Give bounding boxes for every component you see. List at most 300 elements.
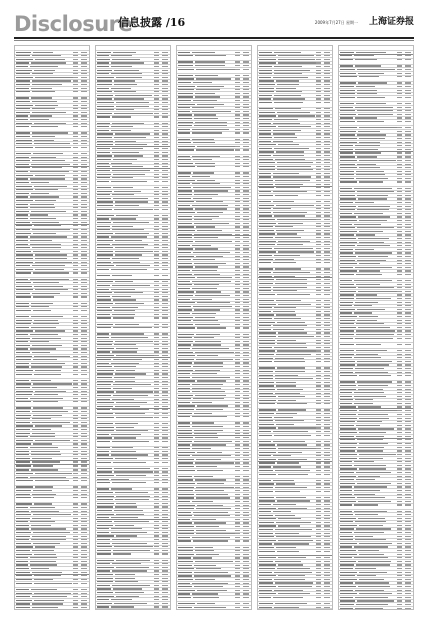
table-cell-text-line — [324, 102, 330, 103]
table-cell-text-line — [73, 225, 78, 226]
table-cell-text-line — [340, 59, 353, 60]
masthead — [14, 12, 414, 36]
table-cell-text-line — [243, 237, 249, 238]
table-cell-text-line — [195, 437, 218, 438]
table-cell-text-line — [316, 187, 321, 188]
table-cell-text-line — [33, 272, 69, 273]
table-cell-text-line — [97, 409, 110, 410]
table-cell-text-line — [316, 195, 321, 196]
header-rule-thin — [14, 40, 414, 41]
table-cell-text-line — [154, 553, 159, 554]
table-cell-text-line — [259, 462, 275, 463]
table-cell-text-line — [81, 401, 87, 402]
table-cell-text-line — [73, 480, 78, 481]
table-cell-text-line — [397, 504, 402, 505]
table-cell-text-line — [112, 409, 149, 410]
table-cell-text-line — [277, 403, 307, 404]
table-cell-text-line — [197, 166, 215, 167]
table-cell-text-line — [154, 275, 159, 276]
table-cell-text-line — [357, 121, 384, 122]
table-cell-text-line — [235, 132, 240, 133]
table-cell-text-line — [196, 69, 235, 70]
table-cell-text-line — [114, 521, 149, 522]
table-column-5 — [338, 45, 414, 610]
table-cell-text-line — [273, 262, 296, 263]
table-cell-text-line — [243, 327, 249, 328]
table-cell-text-line — [112, 441, 149, 442]
table-cell-text-line — [340, 504, 352, 505]
table-cell-text-line — [34, 575, 61, 576]
table-cell-text-line — [73, 497, 78, 498]
table-cell-text-line — [274, 361, 305, 362]
table-cell-text-line — [316, 557, 321, 558]
table-cell-text-line — [81, 147, 87, 148]
table-cell-text-line — [316, 491, 321, 492]
table-cell-text-line — [275, 491, 300, 492]
table-cell-text-line — [316, 262, 321, 263]
table-cell-text-line — [259, 102, 272, 103]
table-cell-text-line — [274, 102, 303, 103]
table-cell-text-line — [355, 152, 381, 153]
table-cell-text-line — [259, 195, 273, 196]
table-row — [15, 609, 89, 610]
table-cell-text-line — [34, 225, 61, 226]
table-cell-text-line — [259, 187, 274, 188]
table-cell-text-line — [340, 181, 357, 182]
table-cell-text-line — [243, 132, 249, 133]
table-cell-text-line — [162, 269, 168, 270]
table-cell-text-line — [178, 470, 195, 471]
table-cell-text-line — [178, 55, 193, 56]
table-cell-text-line — [397, 375, 402, 376]
table-cell-text-line — [324, 279, 330, 280]
table-cell-text-line — [16, 465, 31, 466]
table-cell-text-line — [154, 409, 159, 410]
table-cell-text-line — [97, 317, 111, 318]
table-cell-text-line — [340, 274, 354, 275]
table-cell-text-line — [112, 482, 146, 483]
table-cell-text-line — [97, 482, 110, 483]
table-cell-text-line — [192, 132, 222, 133]
table-cell-text-line — [235, 416, 240, 417]
table-cell-text-line — [115, 281, 133, 282]
table-cell-text-line — [405, 344, 411, 345]
table-cell-text-line — [154, 209, 159, 210]
table-cell-text-line — [81, 497, 87, 498]
table-cell-text-line — [359, 76, 379, 77]
table-cell-text-line — [397, 344, 402, 345]
table-cell-text-line — [162, 209, 168, 210]
table-cell-text-line — [113, 553, 131, 554]
table-cell-text-line — [81, 126, 87, 127]
table-cell-text-line — [235, 149, 240, 150]
table-cell-text-line — [178, 597, 191, 598]
table-cell-text-line — [112, 170, 150, 171]
table-cell-text-line — [154, 281, 159, 282]
table-cell-text-line — [16, 583, 32, 584]
table-cell-text-line — [81, 310, 87, 311]
table-cell-text-line — [316, 474, 321, 475]
table-cell-text-line — [405, 152, 411, 153]
table-cell-text-line — [16, 296, 31, 297]
table-cell-text-line — [97, 181, 109, 182]
table-cell-text-line — [16, 126, 29, 127]
table-cell-text-line — [354, 504, 378, 505]
table-cell-text-line — [16, 91, 30, 92]
table-cell-text-line — [162, 317, 168, 318]
section-title: 信息披露 /16 — [118, 16, 186, 29]
table-cell-text-line — [113, 317, 134, 318]
table-cell-text-line — [340, 55, 352, 56]
table-cell-text-line — [340, 410, 357, 411]
table-cell-text-line — [259, 551, 275, 552]
table-cell-text-line — [33, 497, 54, 498]
table-cell-text-line — [162, 482, 168, 483]
table-cell-text-line — [73, 91, 78, 92]
table-cell-text-line — [113, 359, 142, 360]
table-cell-text-line — [276, 279, 307, 280]
table-cell-text-line — [275, 195, 298, 196]
table-cell-text-line — [162, 275, 168, 276]
table-cell-text-line — [259, 435, 272, 436]
table-cell-text-line — [243, 437, 249, 438]
table-cell-text-line — [81, 272, 87, 273]
table-cell-text-line — [97, 327, 111, 328]
table-cell-text-line — [81, 225, 87, 226]
table-cell-text-line — [278, 557, 306, 558]
table-cell-text-line — [259, 279, 274, 280]
table-cell-text-line — [33, 296, 54, 297]
table-cell-text-line — [178, 237, 192, 238]
table-cell-text-line — [73, 147, 78, 148]
table-cell-text-line — [154, 181, 159, 182]
table-cell-text-line — [73, 272, 78, 273]
table-cell-text-line — [154, 327, 159, 328]
table-cell-text-line — [316, 435, 321, 436]
table-cell-text-line — [97, 417, 114, 418]
table-cell-text-line — [32, 167, 62, 168]
table-cell-text-line — [193, 597, 219, 598]
table-cell-text-line — [81, 461, 87, 462]
table-cell-text-line — [259, 403, 275, 404]
table-cell-text-line — [32, 461, 60, 462]
table-cell-text-line — [243, 55, 249, 56]
table-cell-text-line — [316, 551, 321, 552]
table-cell-text-line — [162, 181, 168, 182]
table-cell-text-line — [97, 170, 110, 171]
table-cell-text-line — [324, 491, 330, 492]
table-cell-text-line — [397, 338, 402, 339]
table-cell-text-line — [324, 403, 330, 404]
table-cell-text-line — [405, 504, 411, 505]
table-cell-text-line — [235, 470, 240, 471]
table-cell-text-line — [356, 344, 381, 345]
table-cell-text-line — [16, 480, 33, 481]
table-cell-text-line — [274, 435, 311, 436]
table-cell-text-line — [73, 575, 78, 576]
table-cell-text-line — [16, 461, 30, 462]
table-cell-text-line — [397, 97, 402, 98]
table-cell-text-line — [356, 274, 382, 275]
table-cell-text-line — [259, 294, 275, 295]
table-cell-text-line — [405, 375, 411, 376]
table-cell-text-line — [81, 465, 87, 466]
table-cell-text-line — [397, 274, 402, 275]
table-cell-text-line — [324, 361, 330, 362]
table-cell-text-line — [162, 409, 168, 410]
table-row — [96, 608, 170, 610]
table-cell-text-line — [355, 338, 393, 339]
table-cell-text-line — [97, 462, 111, 463]
table-cell-text-line — [316, 597, 321, 598]
table-cell-text-line — [154, 148, 159, 149]
table-cell-text-line — [97, 441, 110, 442]
table-cell-text-line — [197, 327, 226, 328]
table-cell-text-line — [324, 195, 330, 196]
table-cell-text-line — [73, 296, 78, 297]
header-rule-thick — [14, 37, 414, 39]
table-cell-text-line — [154, 462, 159, 463]
table-cell-text-line — [178, 437, 193, 438]
table-cell-text-line — [178, 166, 195, 167]
table-cell-text-line — [97, 359, 111, 360]
table-cell-text-line — [192, 416, 227, 417]
table-cell-text-line — [324, 294, 330, 295]
table-cell-text-line — [397, 181, 402, 182]
table-cell-text-line — [162, 441, 168, 442]
table-cell-text-line — [340, 76, 357, 77]
table-cell-text-line — [357, 97, 385, 98]
table-cell-text-line — [154, 417, 159, 418]
table-cell-text-line — [235, 327, 240, 328]
table-cell-text-line — [73, 167, 78, 168]
table-cell-text-line — [113, 462, 146, 463]
table-cell-text-line — [73, 310, 78, 311]
holdings-tables-area — [14, 45, 414, 610]
table-row — [339, 609, 413, 610]
table-column-3 — [176, 45, 252, 610]
table-cell-text-line — [397, 59, 402, 60]
issue-date: 2009年7月27日 星期一 — [314, 20, 358, 25]
table-cell-text-line — [178, 132, 190, 133]
table-cell-text-line — [34, 374, 61, 375]
table-cell-text-line — [178, 69, 194, 70]
table-cell-text-line — [340, 344, 354, 345]
table-cell-text-line — [277, 551, 299, 552]
table-cell-text-line — [235, 55, 240, 56]
table-cell-text-line — [405, 59, 411, 60]
table-cell-text-line — [316, 403, 321, 404]
table-cell-text-line — [195, 55, 226, 56]
table-cell-text-line — [33, 310, 51, 311]
table-cell-text-line — [154, 269, 159, 270]
table-cell-text-line — [340, 97, 355, 98]
table-cell-text-line — [73, 126, 78, 127]
table-cell-text-line — [340, 608, 353, 609]
table-cell-text-line — [276, 187, 300, 188]
table-cell-text-line — [154, 359, 159, 360]
table-cell-text-line — [235, 597, 240, 598]
table-cell-text-line — [32, 91, 55, 92]
table-cell-text-line — [259, 361, 272, 362]
table-cell-text-line — [277, 462, 299, 463]
table-cell-text-line — [162, 148, 168, 149]
table-cell-text-line — [178, 149, 194, 150]
table-cell-text-line — [97, 116, 110, 117]
table-cell-text-line — [197, 470, 223, 471]
table-cell-text-line — [235, 237, 240, 238]
table-cell-text-line — [405, 338, 411, 339]
table-cell-text-line — [97, 281, 113, 282]
table-cell-text-line — [355, 59, 377, 60]
table-cell-text-line — [340, 439, 355, 440]
table-cell-text-line — [397, 410, 402, 411]
table-cell-text-line — [162, 281, 168, 282]
table-cell-text-line — [162, 170, 168, 171]
table-cell-text-line — [154, 482, 159, 483]
table-cell-text-line — [324, 462, 330, 463]
table-cell-text-line — [397, 55, 402, 56]
newspaper-logo: 上海证券报 — [368, 17, 414, 27]
table-cell-text-line — [113, 327, 152, 328]
table-cell-text-line — [397, 608, 402, 609]
table-cell-text-line — [259, 557, 276, 558]
table-cell-text-line — [355, 608, 383, 609]
table-column-4 — [257, 45, 333, 610]
table-cell-text-line — [33, 401, 58, 402]
table-cell-text-line — [357, 439, 383, 440]
table-cell-text-line — [35, 147, 71, 148]
table-cell-text-line — [316, 294, 321, 295]
table-cell-text-line — [16, 167, 30, 168]
table-cell-text-line — [162, 553, 168, 554]
table-cell-text-line — [316, 102, 321, 103]
table-cell-text-line — [359, 181, 383, 182]
table-cell-text-line — [97, 521, 112, 522]
table-cell-text-line — [405, 181, 411, 182]
table-cell-text-line — [340, 375, 357, 376]
table-cell-text-line — [397, 439, 402, 440]
table-cell-text-line — [324, 474, 330, 475]
table-cell-text-line — [81, 480, 87, 481]
table-cell-text-line — [193, 540, 228, 541]
table-cell-text-line — [112, 275, 132, 276]
table-cell-text-line — [111, 181, 147, 182]
table-cell-text-line — [154, 170, 159, 171]
table-cell-text-line — [16, 225, 32, 226]
table-cell-text-line — [405, 76, 411, 77]
table-cell-text-line — [324, 597, 330, 598]
table-cell-text-line — [243, 597, 249, 598]
table-cell-text-line — [81, 167, 87, 168]
table-cell-text-line — [397, 152, 402, 153]
table-cell-text-line — [73, 461, 78, 462]
table-cell-text-line — [154, 317, 159, 318]
table-cell-text-line — [243, 540, 249, 541]
table-cell-text-line — [162, 462, 168, 463]
table-cell-text-line — [162, 521, 168, 522]
table-column-2 — [95, 45, 171, 610]
table-cell-text-line — [243, 470, 249, 471]
table-cell-text-line — [243, 149, 249, 150]
table-cell-text-line — [194, 237, 218, 238]
table-cell-text-line — [97, 209, 112, 210]
table-cell-text-line — [73, 583, 78, 584]
table-cell-text-line — [16, 147, 33, 148]
table-cell-text-line — [340, 152, 353, 153]
table-cell-text-line — [162, 327, 168, 328]
table-cell-text-line — [178, 327, 195, 328]
table-cell-text-line — [178, 416, 190, 417]
table-cell-text-line — [259, 262, 271, 263]
table-cell-text-line — [359, 375, 391, 376]
table-cell-text-line — [16, 272, 31, 273]
table-column-1 — [14, 45, 90, 610]
table-cell-text-line — [316, 361, 321, 362]
table-row — [258, 608, 332, 610]
table-row — [177, 609, 251, 610]
table-cell-text-line — [273, 597, 303, 598]
table-cell-text-line — [324, 551, 330, 552]
table-cell-text-line — [278, 474, 308, 475]
table-cell-text-line — [162, 359, 168, 360]
table-cell-text-line — [259, 491, 273, 492]
table-cell-text-line — [340, 338, 353, 339]
table-cell-text-line — [73, 465, 78, 466]
table-cell-text-line — [162, 116, 168, 117]
table-cell-text-line — [405, 97, 411, 98]
table-cell-text-line — [16, 374, 32, 375]
table-cell-text-line — [235, 540, 240, 541]
table-cell-text-line — [340, 121, 355, 122]
table-cell-text-line — [235, 166, 240, 167]
table-cell-text-line — [31, 126, 58, 127]
table-cell-text-line — [178, 540, 191, 541]
table-cell-text-line — [259, 474, 276, 475]
table-cell-text-line — [112, 116, 131, 117]
table-cell-text-line — [324, 262, 330, 263]
table-cell-text-line — [73, 374, 78, 375]
table-cell-text-line — [154, 521, 159, 522]
table-cell-text-line — [81, 583, 87, 584]
table-cell-text-line — [243, 166, 249, 167]
table-cell-text-line — [97, 269, 109, 270]
table-cell-text-line — [235, 437, 240, 438]
table-cell-text-line — [162, 417, 168, 418]
table-cell-text-line — [97, 275, 110, 276]
table-cell-text-line — [324, 187, 330, 188]
table-cell-text-line — [405, 439, 411, 440]
table-cell-text-line — [324, 435, 330, 436]
table-cell-text-line — [405, 55, 411, 56]
table-cell-text-line — [33, 465, 53, 466]
table-cell-text-line — [73, 401, 78, 402]
table-cell-text-line — [81, 91, 87, 92]
table-cell-text-line — [259, 597, 271, 598]
table-cell-text-line — [97, 553, 111, 554]
table-cell-text-line — [405, 608, 411, 609]
table-cell-text-line — [111, 269, 147, 270]
table-cell-text-line — [16, 575, 32, 576]
table-cell-text-line — [243, 69, 249, 70]
table-cell-text-line — [154, 441, 159, 442]
table-cell-text-line — [316, 279, 321, 280]
table-cell-text-line — [81, 296, 87, 297]
table-cell-text-line — [405, 121, 411, 122]
table-cell-text-line — [397, 121, 402, 122]
table-cell-text-line — [359, 410, 397, 411]
table-cell-text-line — [397, 76, 402, 77]
